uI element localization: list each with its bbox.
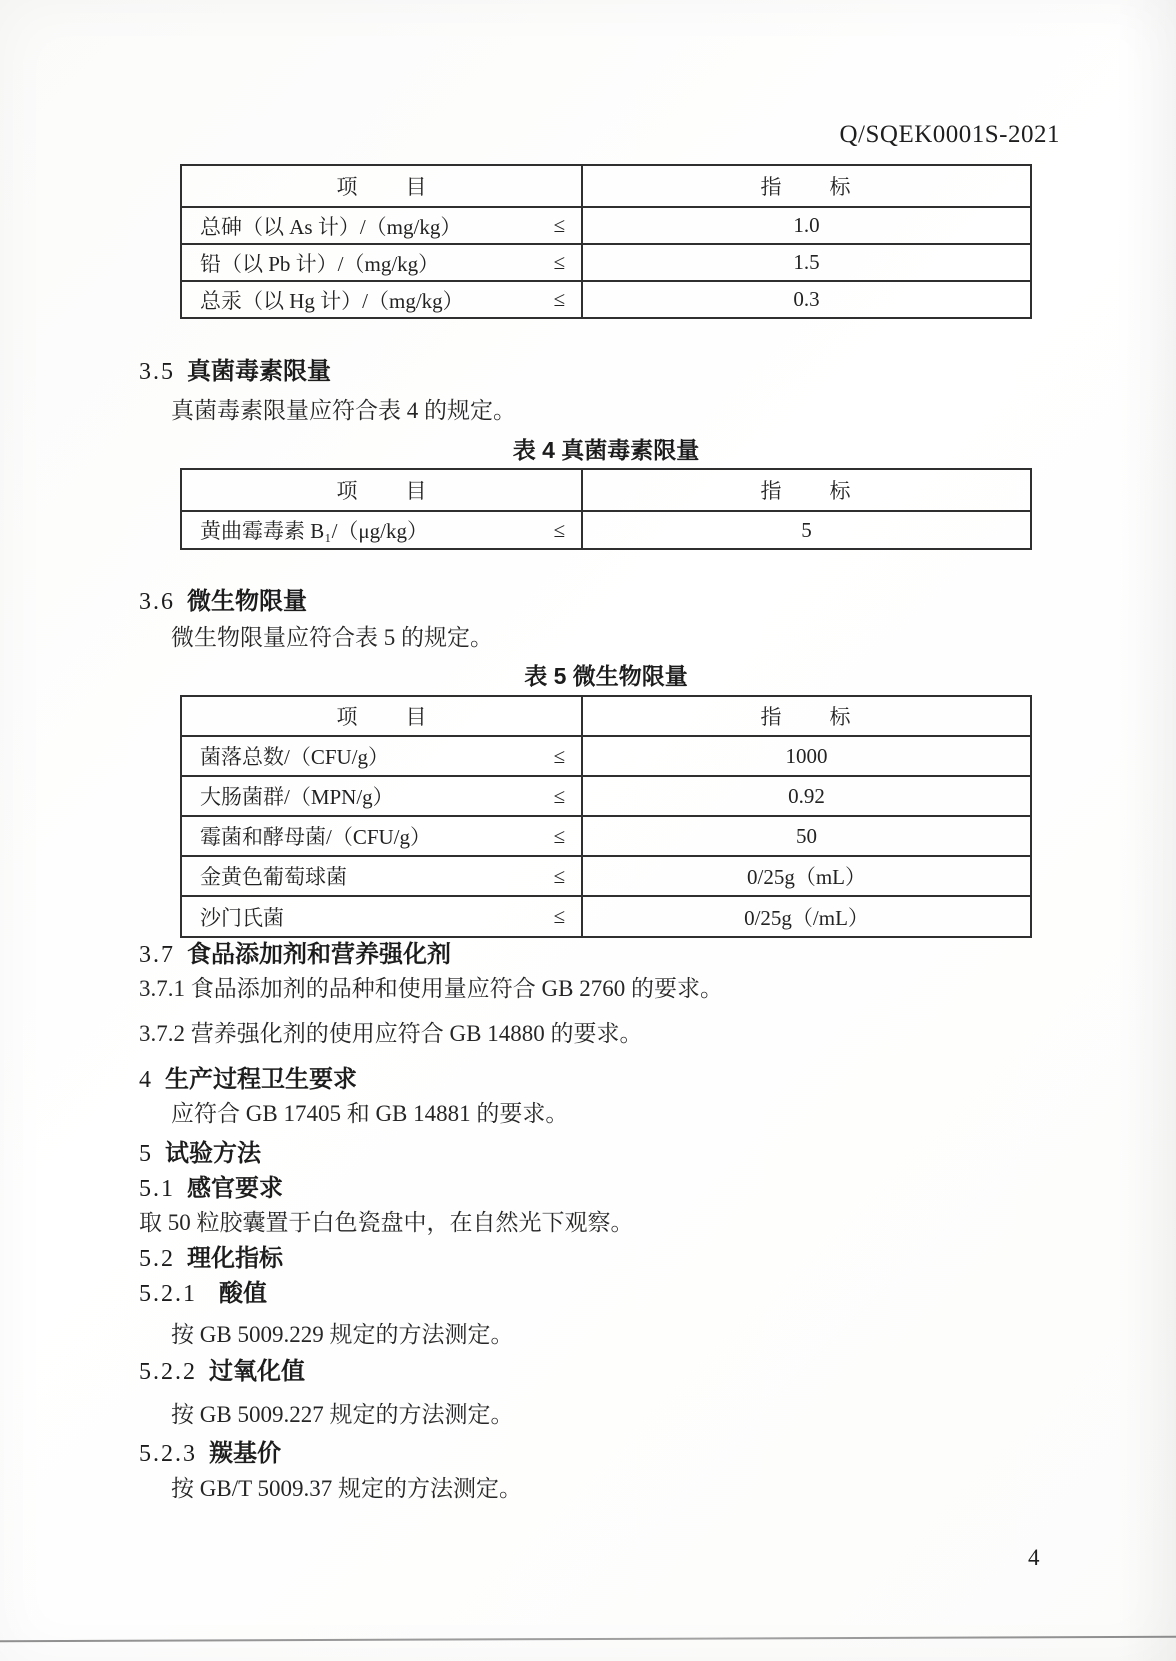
less-equal-symbol: ≤	[553, 904, 565, 928]
table-row	[182, 280, 1030, 317]
col-header-item: 项 目	[182, 470, 583, 510]
section-title: 试验方法	[165, 1140, 261, 1167]
table-row	[182, 815, 1030, 855]
item-value: 0/25g（mL）	[747, 865, 866, 889]
section-title: 羰基价	[209, 1440, 281, 1467]
item-value: 50	[796, 823, 817, 848]
paragraph-5-1: 取 50 粒胶囊置于白色瓷盘中，在自然光下观察。	[139, 1210, 634, 1235]
section-heading-5	[139, 1140, 261, 1169]
item-label: 霉菌和酵母菌/（CFU/g）	[200, 825, 432, 849]
paragraph-5-2-1: 按 GB 5009.229 规定的方法测定。	[171, 1322, 514, 1347]
less-equal-symbol: ≤	[553, 213, 565, 237]
section-title: 微生物限量	[187, 588, 307, 615]
section-number: 3.6	[139, 589, 175, 615]
col-header-value: 指 标	[760, 175, 853, 199]
contaminants-table	[180, 164, 1032, 319]
item-value: 0.3	[793, 287, 820, 311]
scan-edge-shade	[1116, 0, 1176, 1661]
table-row	[182, 735, 1030, 775]
section-number: 3.7	[139, 942, 175, 968]
doc-code: Q/SQEK0001S-2021	[839, 121, 1060, 148]
table-4-title: 表 4 真菌毒素限量	[512, 437, 700, 463]
table-row	[182, 206, 1030, 243]
section-title: 生产过程卫生要求	[165, 1066, 357, 1093]
item-value: 1000	[785, 743, 828, 768]
section-heading-5-2-2	[139, 1358, 305, 1387]
paragraph-5-2-3: 按 GB/T 5009.37 规定的方法测定。	[171, 1476, 522, 1501]
less-equal-symbol: ≤	[553, 823, 565, 848]
col-header-value: 指 标	[760, 479, 853, 503]
less-equal-symbol: ≤	[553, 783, 565, 808]
item-label: 大肠菌群/（MPN/g）	[200, 785, 394, 809]
table-header-row	[182, 697, 1030, 735]
less-equal-symbol: ≤	[553, 517, 565, 542]
mycotoxin-table	[180, 468, 1032, 550]
paragraph-3-7-1: 3.7.1 食品添加剂的品种和使用量应符合 GB 2760 的要求。	[139, 976, 723, 1001]
section-title: 理化指标	[187, 1245, 283, 1272]
less-equal-symbol: ≤	[553, 250, 565, 274]
item-label: 菌落总数/（CFU/g）	[200, 745, 390, 769]
section-number: 5.2.1	[139, 1281, 197, 1307]
section-heading-3-6	[139, 588, 307, 617]
table-row	[182, 895, 1030, 936]
table-5-title: 表 5 微生物限量	[524, 663, 688, 689]
section-title: 过氧化值	[209, 1358, 305, 1385]
item-label: 黄曲霉毒素 B₁/（μg/kg）	[200, 519, 429, 543]
section-heading-5-2	[139, 1245, 283, 1274]
table-row	[182, 855, 1030, 895]
section-number: 5.2.2	[139, 1359, 197, 1385]
section-number: 5.2.3	[139, 1441, 197, 1467]
item-label: 总汞（以 Hg 计）/（mg/kg）	[200, 288, 464, 313]
section-title: 食品添加剂和营养强化剂	[187, 941, 451, 968]
section-heading-3-5	[139, 358, 331, 387]
table-row	[182, 775, 1030, 815]
microbio-table	[180, 695, 1032, 938]
section-title: 真菌毒素限量	[187, 358, 331, 385]
less-equal-symbol: ≤	[553, 287, 565, 311]
section-number: 3.5	[139, 359, 175, 385]
item-value: 0.92	[788, 783, 825, 808]
paragraph-3-7-2: 3.7.2 营养强化剂的使用应符合 GB 14880 的要求。	[139, 1021, 643, 1046]
item-label: 总砷（以 As 计）/（mg/kg）	[200, 214, 462, 239]
section-heading-5-1	[139, 1175, 283, 1204]
scan-edge-line	[0, 1636, 1176, 1643]
section-number: 5.2	[139, 1246, 175, 1272]
section-title: 酸值	[219, 1280, 267, 1307]
page-number: 4	[1028, 1545, 1040, 1570]
section-number: 5.1	[139, 1176, 175, 1202]
col-header-value: 指 标	[760, 705, 853, 729]
section-number: 4	[139, 1067, 153, 1093]
item-value: 1.5	[793, 250, 820, 274]
item-label: 金黄色葡萄球菌	[200, 865, 347, 889]
table-header-row	[182, 166, 1030, 206]
section-number: 5	[139, 1141, 153, 1167]
table-header-row	[182, 470, 1030, 510]
item-label: 沙门氏菌	[200, 905, 284, 930]
paragraph-3-6: 微生物限量应符合表 5 的规定。	[171, 625, 493, 650]
section-heading-5-2-3	[139, 1440, 281, 1469]
section-heading-4	[139, 1066, 357, 1095]
less-equal-symbol: ≤	[553, 743, 565, 768]
item-value: 5	[801, 517, 812, 542]
paragraph-4: 应符合 GB 17405 和 GB 14881 的要求。	[171, 1101, 569, 1126]
section-title: 感官要求	[187, 1175, 283, 1202]
less-equal-symbol: ≤	[553, 863, 565, 888]
paragraph-5-2-2: 按 GB 5009.227 规定的方法测定。	[171, 1402, 514, 1427]
col-header-item: 项 目	[182, 166, 583, 206]
item-label: 铅（以 Pb 计）/（mg/kg）	[200, 251, 440, 276]
item-value: 1.0	[793, 213, 820, 237]
table-row	[182, 243, 1030, 280]
section-heading-3-7	[139, 941, 451, 970]
item-value: 0/25g（/mL）	[744, 905, 869, 930]
col-header-item: 项 目	[182, 697, 583, 735]
table-row	[182, 510, 1030, 548]
paragraph-3-5: 真菌毒素限量应符合表 4 的规定。	[171, 398, 516, 423]
section-heading-5-2-1	[139, 1280, 267, 1309]
